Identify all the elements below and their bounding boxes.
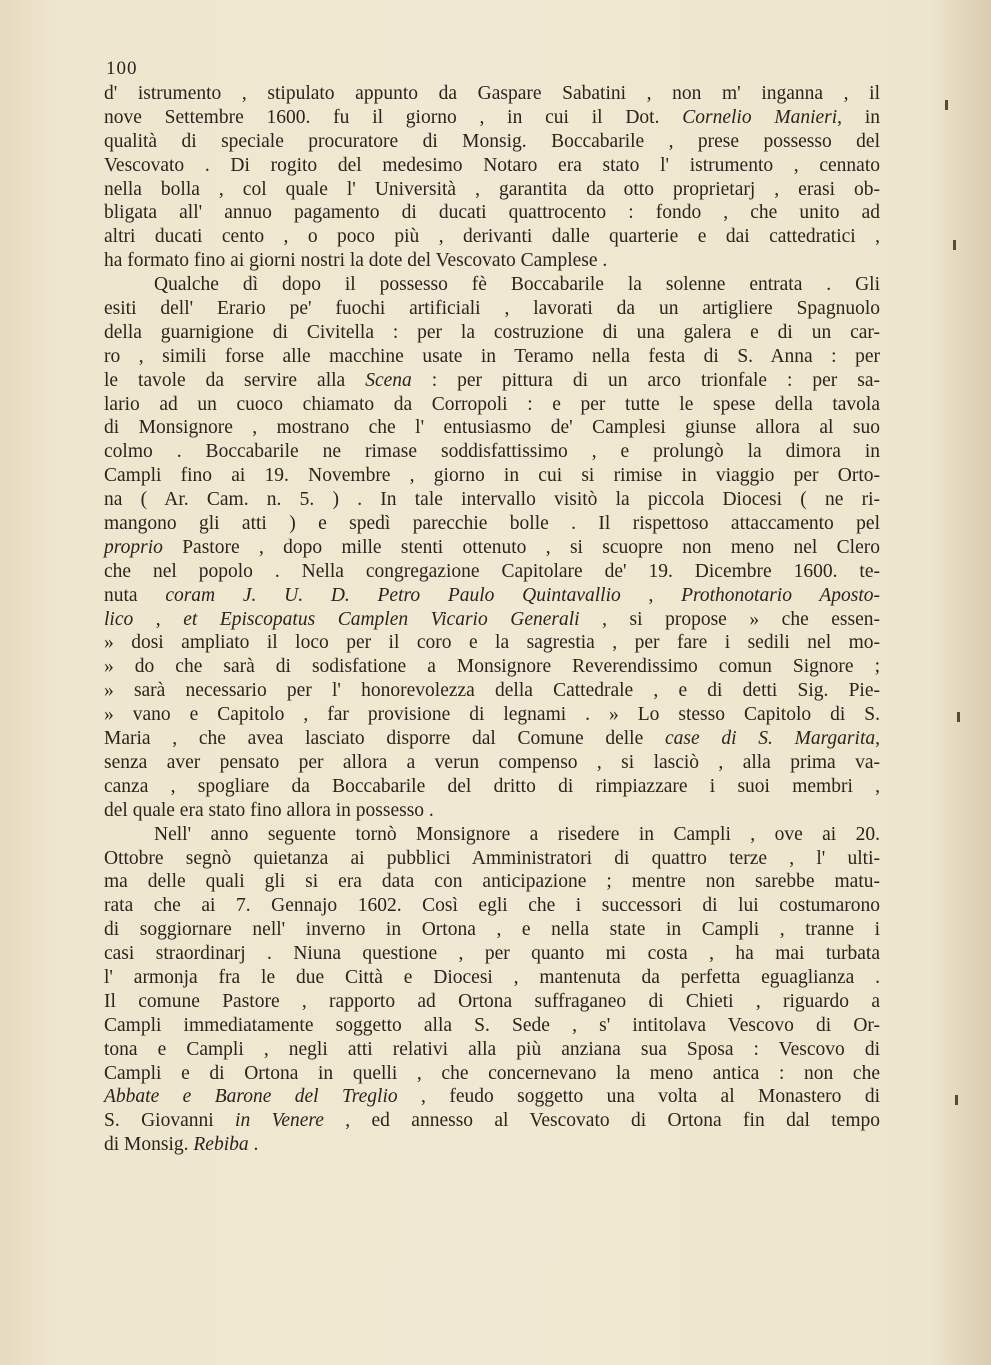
italic-text: in Venere bbox=[235, 1110, 324, 1132]
text-line bbox=[104, 1085, 880, 1109]
text-line bbox=[104, 416, 880, 440]
text-segment: , feudo soggetto una volta al Monastero di bbox=[397, 1086, 880, 1108]
italic-text: case di S. Margarita bbox=[664, 728, 876, 750]
text-line bbox=[104, 178, 880, 202]
text-segment: Nell' anno seguente tornò Monsignore a risedere in Campli , ove ai 20. bbox=[154, 823, 880, 845]
text-line bbox=[104, 870, 880, 894]
text-segment: le tavole da servire alla bbox=[104, 369, 366, 391]
text-line bbox=[104, 130, 880, 154]
text-line bbox=[104, 894, 880, 918]
text-line bbox=[104, 608, 880, 632]
text-segment: » vano e Capitolo , far provisione di legnami . » Lo stesso Capitolo di S. bbox=[104, 704, 880, 726]
text-segment: na ( Ar. Cam. n. 5. ) . In tale intervallo visitò la piccola Diocesi ( ne ri- bbox=[104, 489, 880, 511]
text-segment: , ed annesso al Vescovato di Ortona fin dal tempo bbox=[323, 1110, 881, 1132]
text-segment: qualità di speciale procuratore di Monsig. Boccabarile , prese possesso del bbox=[104, 130, 880, 152]
text-segment: di Monsignore , mostrano che l' entusiasmo de' Camplesi giunse allora al suo bbox=[104, 417, 880, 439]
text-segment: , bbox=[620, 584, 682, 606]
text-line bbox=[104, 918, 880, 942]
text-line bbox=[104, 82, 880, 106]
text-segment: S. Giovanni bbox=[104, 1110, 236, 1132]
italic-text: coram J. U. D. Petro Paulo Quintavallio bbox=[165, 584, 621, 606]
text-segment: » sarà necessario per l' honorevolezza della Cattedrale , e di detti Sig. Pie- bbox=[104, 680, 880, 702]
text-line bbox=[104, 990, 880, 1014]
text-segment: , si propose » che essen- bbox=[579, 608, 880, 630]
text-segment: . bbox=[248, 1134, 259, 1156]
margin-mark bbox=[955, 1095, 958, 1105]
italic-text: Rebiba bbox=[193, 1134, 249, 1156]
margin-mark bbox=[953, 240, 956, 250]
text-segment: d' istrumento , stipulato appunto da Gaspare Sabatini , non m' inganna , il bbox=[104, 83, 880, 104]
text-segment: » dosi ampliato il loco per il coro e la sagrestia , per fare i sedili nel mo- bbox=[104, 632, 880, 654]
text-line bbox=[104, 321, 880, 345]
text-segment: senza aver pensato per allora a verun compenso , si lasciò , alla prima va- bbox=[104, 751, 880, 773]
italic-text: Scena bbox=[365, 369, 412, 391]
text-line bbox=[104, 631, 880, 655]
text-segment: esiti dell' Erario pe' fuochi artificiali , lavorati da un artigliere Spagnuolo bbox=[104, 298, 880, 320]
text-segment: » do che sarà di sodisfatione a Monsignore Reverendissimo comun Signore ; bbox=[104, 656, 880, 678]
text-segment: della guarnigione di Civitella : per la costruzione di una galera e di un car- bbox=[104, 321, 880, 343]
body-text bbox=[104, 82, 880, 1157]
text-segment: di soggiornare nell' inverno in Ortona , e nella state in Campli , tranne i bbox=[104, 919, 880, 941]
text-line bbox=[104, 847, 880, 871]
text-segment: Qualche dì dopo il possesso fè Boccabarile la solenne entrata . Gli bbox=[154, 274, 880, 296]
text-segment: nuta bbox=[104, 584, 166, 606]
text-line bbox=[104, 1038, 880, 1062]
text-line bbox=[104, 273, 880, 297]
text-line bbox=[104, 201, 880, 225]
text-segment: altri ducati cento , o poco più , derivanti dalle quarterie e dai cattedratici , bbox=[104, 226, 880, 248]
text-line bbox=[104, 536, 880, 560]
text-segment: Vescovato . Di rogito del medesimo Notaro era stato l' istrumento , cennato bbox=[104, 154, 880, 176]
text-segment: , in bbox=[837, 106, 880, 128]
text-line bbox=[104, 154, 880, 178]
text-segment: Campli e di Ortona in quelli , che concernevano la meno antica : non che bbox=[104, 1062, 880, 1084]
text-line bbox=[104, 966, 880, 990]
text-line bbox=[104, 440, 880, 464]
text-segment: del quale era stato fino allora in possesso . bbox=[104, 799, 434, 821]
text-line bbox=[104, 1014, 880, 1038]
text-line bbox=[104, 799, 880, 823]
text-line bbox=[104, 297, 880, 321]
italic-text: et Episcopatus Camplen Vicario Generali bbox=[183, 608, 580, 630]
text-segment: rata che ai 7. Gennajo 1602. Così egli che i successori di lui costumarono bbox=[104, 895, 880, 917]
margin-mark bbox=[957, 712, 960, 722]
text-segment: lario ad un cuoco chiamato da Corropoli : e per tutte le spese della tavola bbox=[104, 393, 880, 415]
text-line bbox=[104, 560, 880, 584]
text-segment: ro , simili forse alle macchine usate in Teramo nella festa di S. Anna : per bbox=[104, 345, 880, 367]
page-spine-shadow bbox=[931, 0, 991, 1365]
margin-mark bbox=[945, 100, 948, 110]
text-line bbox=[104, 488, 880, 512]
text-segment: bligata all' annuo pagamento di ducati quattrocento : fondo , che unito ad bbox=[104, 202, 880, 224]
text-segment: mangono gli atti ) e spedì parecchie bolle . Il rispettoso attaccamento pel bbox=[104, 513, 880, 535]
text-line bbox=[104, 584, 880, 608]
text-line bbox=[104, 679, 880, 703]
italic-text: Prothonotario Aposto- bbox=[681, 584, 880, 606]
text-line bbox=[104, 369, 880, 393]
text-segment: : per pittura di un arco trionfale : per sa- bbox=[411, 369, 881, 391]
text-segment: ma delle quali gli si era data con anticipazione ; mentre non sarebbe matu- bbox=[104, 871, 880, 893]
text-line bbox=[104, 464, 880, 488]
text-line bbox=[104, 942, 880, 966]
text-line bbox=[104, 393, 880, 417]
text-segment: di Monsig. bbox=[104, 1134, 194, 1156]
text-line bbox=[104, 703, 880, 727]
text-segment: nella bolla , col quale l' Università , garantita da otto proprietarj , erasi ob- bbox=[104, 178, 880, 200]
italic-text: Abbate e Barone del Treglio bbox=[104, 1086, 398, 1108]
italic-text: Cornelio Manieri bbox=[682, 106, 838, 128]
text-line bbox=[104, 775, 880, 799]
text-line bbox=[104, 823, 880, 847]
text-segment: , bbox=[875, 728, 880, 750]
text-line bbox=[104, 512, 880, 536]
text-segment: Ottobre segnò quietanza ai pubblici Amministratori di quattro terze , l' ulti- bbox=[104, 847, 880, 869]
text-line bbox=[104, 727, 880, 751]
text-segment: Il comune Pastore , rapporto ad Ortona suffraganeo di Chieti , riguardo a bbox=[104, 990, 880, 1012]
text-segment: Campli immediatamente soggetto alla S. Sede , s' intitolava Vescovo di Or- bbox=[104, 1014, 880, 1036]
text-segment: , bbox=[133, 608, 184, 630]
text-line bbox=[104, 1109, 880, 1133]
text-line bbox=[104, 751, 880, 775]
text-line bbox=[104, 655, 880, 679]
text-segment: Maria , che avea lasciato disporre dal Comune delle bbox=[104, 728, 665, 750]
text-segment: Pastore , dopo mille stenti ottenuto , si scuopre non meno nel Clero bbox=[162, 536, 880, 558]
text-line bbox=[104, 1133, 880, 1157]
italic-text: lico bbox=[104, 608, 134, 630]
text-line bbox=[104, 1062, 880, 1086]
text-segment: ha formato fino ai giorni nostri la dote del Vescovato Camplese . bbox=[104, 250, 608, 272]
text-segment: canza , spogliare da Boccabarile del dritto di rimpiazzare i suoi membri , bbox=[104, 775, 880, 797]
text-line bbox=[104, 225, 880, 249]
text-line bbox=[104, 106, 880, 130]
text-line bbox=[104, 345, 880, 369]
text-segment: Campli fino ai 19. Novembre , giorno in cui si rimise in viaggio per Orto- bbox=[104, 465, 880, 487]
text-segment: l' armonja fra le due Città e Diocesi , mantenuta da perfetta eguaglianza . bbox=[104, 966, 880, 988]
text-line bbox=[104, 249, 880, 273]
text-segment: casi straordinarj . Niuna questione , per quanto mi costa , ha mai turbata bbox=[104, 943, 880, 965]
text-segment: nove Settembre 1600. fu il giorno , in cui il Dot. bbox=[104, 106, 683, 128]
text-segment: colmo . Boccabarile ne rimase soddisfattissimo , e prolungò la dimora in bbox=[104, 441, 880, 463]
text-segment: tona e Campli , negli atti relativi alla più anziana sua Sposa : Vescovo di bbox=[104, 1038, 880, 1060]
page-number: 100 bbox=[106, 58, 138, 79]
italic-text: proprio bbox=[104, 536, 163, 558]
text-segment: che nel popolo . Nella congregazione Capitolare de' 19. Dicembre 1600. te- bbox=[104, 560, 880, 582]
